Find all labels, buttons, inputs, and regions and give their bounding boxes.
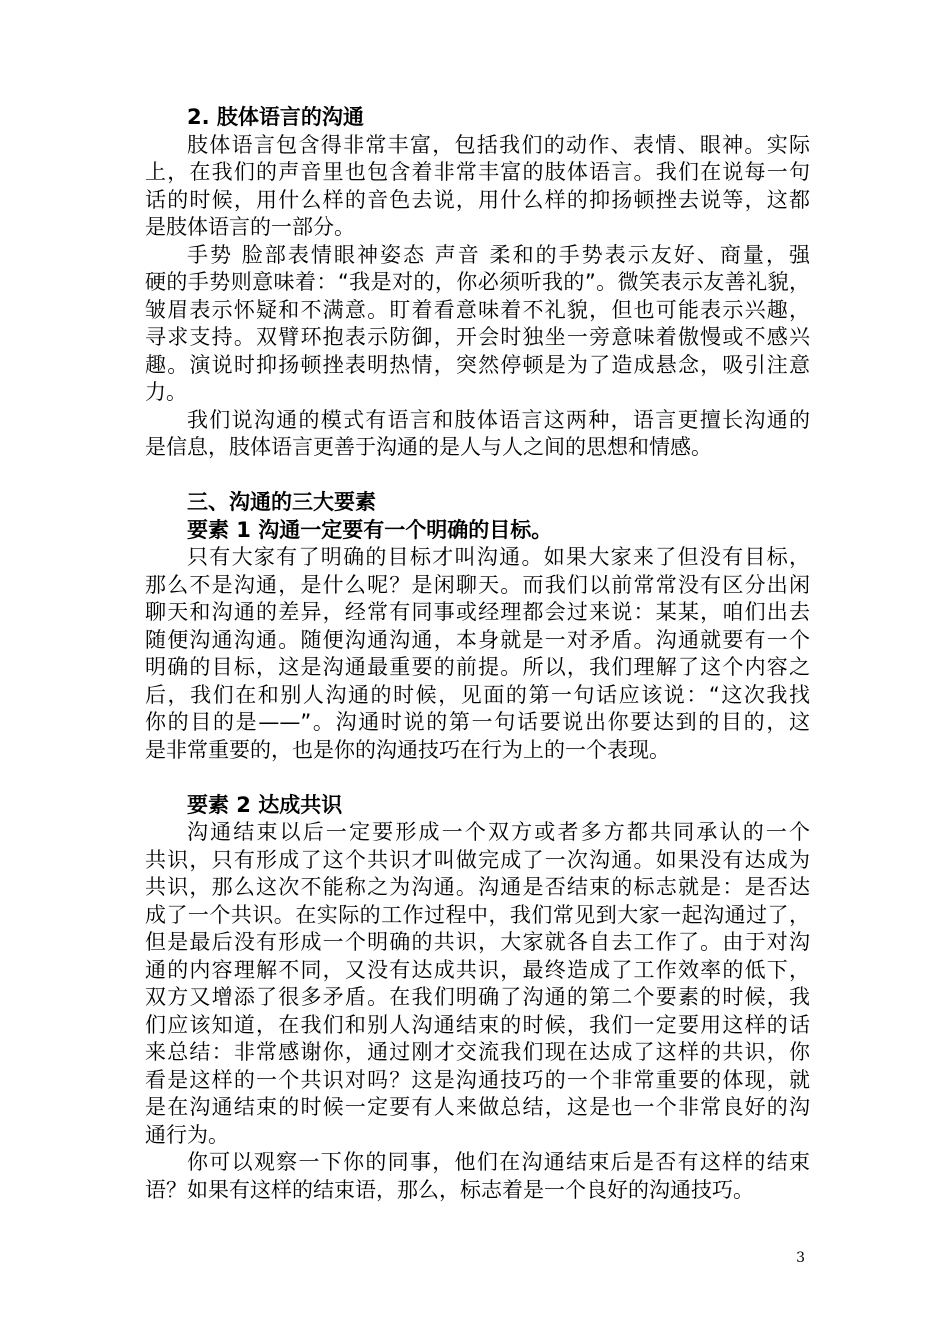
text-line: 共识，只有形成了这个共识才叫做完成了一次沟通。如果没有达成为: [145, 847, 810, 872]
text-line: 我们说沟通的模式有语言和肢体语言这两种，语言更擅长沟通的: [187, 407, 810, 432]
text-line: 只有大家有了明确的目标才叫沟通。如果大家来了但没有目标，: [187, 545, 810, 569]
text-line: 你可以观察一下你的同事，他们在沟通结束后是否有这样的结束: [187, 1150, 810, 1174]
blank-line: [145, 764, 810, 792]
element-2-heading: 要素 2 达成共识: [187, 792, 343, 817]
blank-line: [145, 462, 810, 490]
text-line: 那么不是沟通，是什么呢？是闲聊天。而我们以前常常没有区分出闲: [145, 572, 810, 597]
text-line: 话的时候，用什么样的音色去说，用什么样的抑扬顿挫去说等，这都: [145, 187, 810, 212]
text-line: 硬的手势则意味着：“我是对的，你必须听我的”。微笑表示友善礼貌，: [145, 270, 810, 294]
text-line: 聊天和沟通的差异，经常有同事或经理都会过来说：某某，咱们出去: [145, 600, 810, 624]
text-line: 是在沟通结束的时候一定要有人来做总结，这是也一个非常良好的沟: [145, 1095, 810, 1119]
paragraph-gestures: [145, 242, 810, 407]
text-line: 力。: [145, 380, 187, 404]
text-line: 双方又增添了很多矛盾。在我们明确了沟通的第二个要素的时候，我: [145, 985, 810, 1009]
element-1-heading: 要素 1 沟通一定要有一个明确的目标。: [187, 517, 553, 542]
text-line: 寻求支持。双臂环抱表示防御，开会时独坐一旁意味着傲慢或不感兴: [145, 325, 810, 349]
text-line: 通行为。: [145, 1122, 229, 1147]
text-line: 你的目的是——”。沟通时说的第一句话要说出你要达到的目的，这: [145, 710, 810, 734]
paragraph-observe-colleagues: [145, 1149, 810, 1204]
text-line: 但是最后没有形成一个明确的共识，大家就各自去工作了。由于对沟: [145, 930, 810, 954]
text-line: 手势 脸部表情眼神姿态 声音 柔和的手势表示友好、商量，强: [187, 242, 810, 267]
text-line: 肢体语言包含得非常丰富，包括我们的动作、表情、眼神。实际: [187, 132, 810, 157]
text-line: 上，在我们的声音里也包含着非常丰富的肢体语言。我们在说每一句: [145, 160, 810, 184]
text-line: 趣。演说时抑扬顿挫表明热情，突然停顿是为了造成悬念，吸引注意: [145, 352, 810, 377]
text-line: 皱眉表示怀疑和不满意。盯着看意味着不礼貌，但也可能表示兴趣，: [145, 297, 810, 322]
paragraph-clear-goal: [145, 544, 810, 764]
text-line: 后，我们在和别人沟通的时候，见面的第一句话应该说：“这次我找: [145, 682, 810, 707]
paragraph-body-language-intro: [145, 132, 810, 242]
text-line: 是信息，肢体语言更善于沟通的是人与人之间的思想和情感。: [145, 435, 712, 459]
text-line: 看是这样的一个共识对吗？这是沟通技巧的一个非常重要的体现，就: [145, 1067, 810, 1092]
text-line: 共识，那么这次不能称之为沟通。沟通是否结束的标志就是：是否达: [145, 875, 810, 899]
page-number: 3: [796, 1250, 805, 1266]
heading-body-language: 2. 肢体语言的沟通: [187, 105, 364, 129]
text-line: 明确的目标，这是沟通最重要的前提。所以，我们理解了这个内容之: [145, 655, 810, 679]
document-page: [145, 104, 810, 1204]
text-line: 通的内容理解不同，又没有达成共识，最终造成了工作效率的低下，: [145, 957, 810, 982]
text-line: 随便沟通沟通。随便沟通沟通，本身就是一对矛盾。沟通就要有一个: [145, 627, 810, 652]
text-line: 语？如果有这样的结束语，那么，标志着是一个良好的沟通技巧。: [145, 1177, 754, 1202]
text-line: 沟通结束以后一定要形成一个双方或者多方都共同承认的一个: [187, 820, 810, 844]
text-line: 们应该知道，在我们和别人沟通结束的时候，我们一定要用这样的话: [145, 1012, 810, 1037]
text-line: 成了一个共识。在实际的工作过程中，我们常见到大家一起沟通过了，: [145, 902, 810, 927]
section-heading-three-elements: 三、沟通的三大要素: [187, 490, 376, 514]
paragraph-consensus: [145, 819, 810, 1149]
text-line: 是肢体语言的一部分。: [145, 215, 355, 239]
paragraph-communication-modes: [145, 407, 810, 462]
text-line: 来总结：非常感谢你，通过刚才交流我们现在达成了这样的共识，你: [145, 1040, 810, 1064]
text-line: 是非常重要的，也是你的沟通技巧在行为上的一个表现。: [145, 737, 670, 762]
